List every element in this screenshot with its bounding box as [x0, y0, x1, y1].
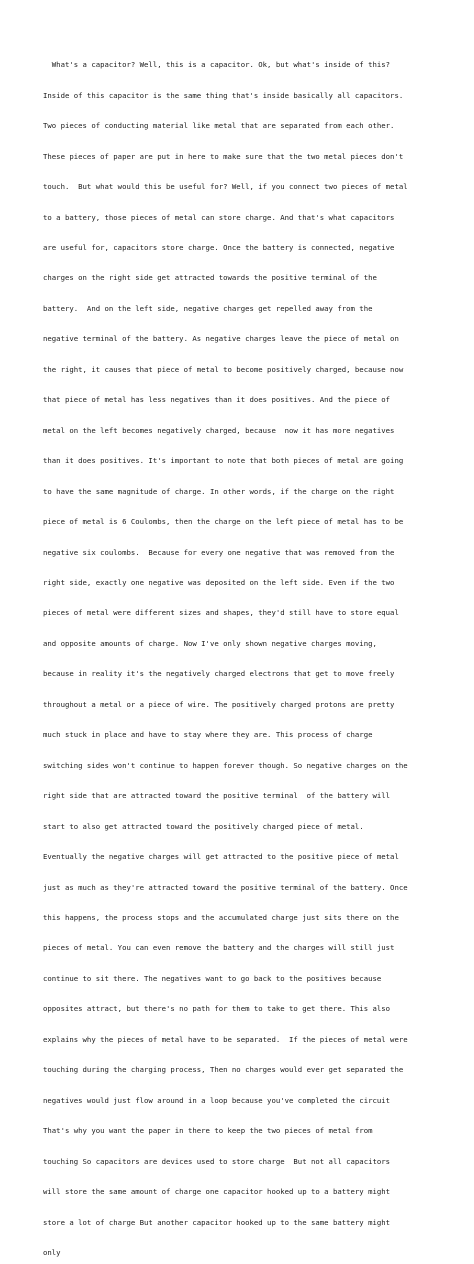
text-line: touching So capacitors are devices used to store charge But not all capacitors [43, 1156, 391, 1166]
text-line: that piece of metal has less negatives than it does positives. And the piece of [43, 395, 391, 405]
text-line: pieces of metal. You can even remove the battery and the charges will still just [43, 943, 395, 953]
text-line: store a lot of charge But another capacitor hooked up to the same battery might [43, 1217, 391, 1227]
text-line: than it does positives. It's important to note that both pieces of metal are going [43, 456, 404, 466]
text-line: and opposite amounts of charge. Now I've only shown negative charges moving, [43, 638, 377, 648]
text-line: switching sides won't continue to happen forever though. So negative charges on the [43, 760, 408, 770]
text-line: opposites attract, but there's no path for them to take to get there. This also [43, 1004, 391, 1014]
text-line: much stuck in place and have to stay where they are. This process of charge [43, 730, 373, 740]
text-line: touching during the charging process, Then no charges would ever get separated the [43, 1065, 404, 1075]
text-line: battery. And on the left side, negative charges get repelled away from the [43, 303, 373, 313]
text-line: explains why the pieces of metal have to be separated. If the pieces of metal were [43, 1034, 408, 1044]
text-line: touch. But what would this be useful for? Well, if you connect two pieces of metal [43, 182, 408, 192]
text-line: are useful for, capacitors store charge. Once the battery is connected, negative [43, 243, 395, 253]
text-line: pieces of metal were different sizes and shapes, they'd still have to store equal [43, 608, 399, 618]
text-line: Eventually the negative charges will get attracted to the positive piece of metal [43, 852, 399, 862]
text-line: to have the same magnitude of charge. In other words, if the charge on the right [43, 486, 395, 496]
transcript-text [43, 40, 443, 1264]
text-line: just as much as they're attracted toward the positive terminal of the battery. Once [43, 882, 408, 892]
text-line: charges on the right side get attracted towards the positive terminal of the [43, 273, 377, 283]
text-line: These pieces of paper are put in here to make sure that the two metal pieces don't [43, 151, 404, 161]
text-line: throughout a metal or a piece of wire. The positively charged protons are pretty [43, 699, 395, 709]
text-line: right side, exactly one negative was deposited on the left side. Even if the two [43, 578, 395, 588]
text-line: right side that are attracted toward the positive terminal of the battery will [43, 791, 391, 801]
text-line: will store the same amount of charge one capacitor hooked up to a battery might [43, 1187, 391, 1197]
text-line: metal on the left becomes negatively charged, because now it has more negatives [43, 425, 395, 435]
text-line: That's why you want the paper in there to keep the two pieces of metal from [43, 1126, 373, 1136]
text-line: negative six coulombs. Because for every one negative that was removed from the [43, 547, 395, 557]
text-line: negatives would just flow around in a loop because you've completed the circuit [43, 1095, 391, 1105]
text-line: negative terminal of the battery. As negative charges leave the piece of metal on [43, 334, 399, 344]
text-line: piece of metal is 6 Coulombs, then the charge on the left piece of metal has to be [43, 517, 404, 527]
text-line: the right, it causes that piece of metal to become positively charged, because now [43, 364, 404, 374]
text-line: this happens, the process stops and the accumulated charge just sits there on the [43, 913, 399, 922]
text-line: only [43, 1247, 61, 1257]
text-line: Inside of this capacitor is the same thing that's inside basically all capacitors. [43, 90, 404, 100]
text-line: to a battery, those pieces of metal can store charge. And that's what capacitors [43, 212, 395, 222]
text-line: because in reality it's the negatively charged electrons that get to move freely [43, 669, 395, 679]
text-line: start to also get attracted toward the positively charged piece of metal. [43, 821, 364, 831]
text-line: continue to sit there. The negatives want to go back to the positives because [43, 973, 382, 983]
text-line: What's a capacitor? Well, this is a capacitor. Ok, but what's inside of this? [43, 60, 391, 70]
text-line: Two pieces of conducting material like metal that are separated from each other. [43, 121, 395, 131]
